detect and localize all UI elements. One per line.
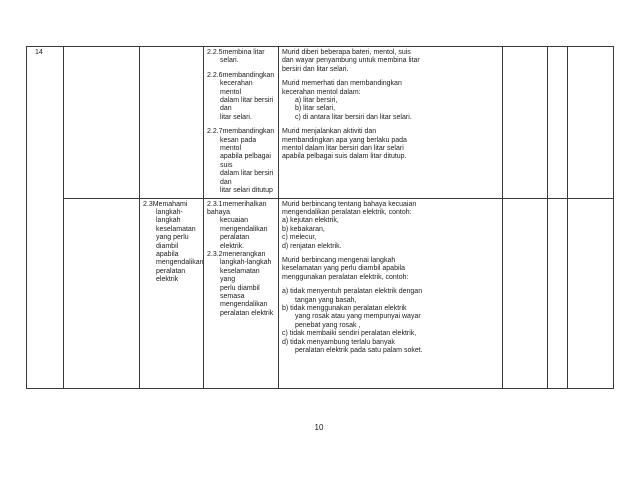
learning-area-line: langkah-langkah [156, 208, 183, 225]
activity-item: c) tidak membaiki sendiri peralatan elektrik, [282, 330, 417, 338]
activity-item: yang rosak atau yang mempunyai wayar [295, 313, 421, 321]
learning-area-line: peralatan [156, 267, 186, 275]
activity-line: mengendalikan peralatan elektrik, contoh: [282, 208, 412, 216]
activity-item: d) renjatan elektrik. [282, 242, 342, 250]
learning-area-line: 2.3Memahami [143, 200, 188, 208]
activity-item: tangan yang basah, [295, 296, 357, 304]
empty-cell [64, 47, 140, 199]
objective-line: 2.2.7membandingkan [207, 128, 275, 136]
activity-item: c) melecur, [282, 234, 317, 242]
activity-line: keselamatan yang perlu diambil apabila [282, 265, 405, 273]
empty-cell [568, 198, 614, 388]
objective-line: 2.2.6membandingkan [207, 71, 275, 79]
empty-cell [568, 47, 614, 199]
activities-cell [279, 47, 503, 199]
activity-line: menggunakan peralatan elektrik, contoh: [282, 273, 409, 281]
learning-area-line: keselamatan [156, 225, 196, 233]
objective-line: dalam litar bersiri dan [220, 97, 274, 113]
activities-cell [279, 198, 503, 388]
activity-line: dan wayar penyambung untuk membina litar [282, 57, 420, 65]
activity-line: bersiri dan litar selari. [282, 65, 349, 73]
activity-line: Murid menjalankan aktiviti dan [282, 128, 377, 136]
activity-item: a) litar bersiri, [295, 97, 338, 105]
activity-item: b) kebakaran, [282, 225, 325, 233]
objective-line: selari. [220, 57, 239, 65]
objective-line: perlu diambil semasa [220, 284, 260, 300]
objective-line: apabila pelbagai suis [220, 153, 271, 169]
activity-item: c) di antara litar bersiri dan litar selari. [295, 113, 412, 121]
activity-line: Murid berbincang mengenai langkah [282, 256, 396, 264]
table-row [27, 47, 614, 199]
empty-cell [548, 47, 568, 199]
activity-line: Murid diberi beberapa bateri, mentol, suis [282, 49, 411, 56]
objective-line: 2.3.2menerangkan [207, 250, 266, 258]
activity-item: b) tidak menggunakan peralatan elektrik [282, 304, 407, 312]
objective-line: mengendalikan [220, 225, 268, 233]
activity-line: membandingkan apa yang berlaku pada [282, 136, 407, 144]
table-row [27, 198, 614, 388]
learning-area-line: yang perlu [156, 234, 189, 242]
objective-line: kecerahan mentol [220, 80, 253, 96]
objective-line: litar selari ditutup [220, 187, 273, 195]
empty-cell [548, 198, 568, 388]
objective-line: 2.2.5membina litar [207, 49, 265, 56]
objective-line: dalam litar bersiri dan [220, 170, 274, 186]
objective-line: peralatan elektrik. [220, 234, 250, 250]
activity-item: a) tidak menyentuh peralatan elektrik dengan [282, 288, 423, 296]
activity-line: Murid memerhati dan membandingkan [282, 80, 402, 88]
activity-item: penebat yang rosak , [295, 321, 361, 329]
page-number: 10 [314, 423, 324, 432]
activity-line: Murid berbincang tentang bahaya kecuaian [282, 200, 417, 208]
learning-area-cell [140, 47, 204, 199]
learning-objectives-cell [204, 47, 279, 199]
activity-item: d) tidak menyambung terlalu banyak [282, 338, 395, 346]
activity-item: b) litar selari, [295, 105, 336, 113]
objective-line: keselamatan yang [220, 267, 260, 284]
objective-line: 2.3.1memerihalkan bahaya [207, 200, 267, 216]
learning-objectives-cell [204, 198, 279, 388]
objective-line: kecuaian [220, 217, 249, 225]
activity-line: kecerahan mentol dalam: [282, 88, 361, 96]
empty-cell [503, 47, 548, 199]
activity-line: mentol dalam litar bersiri dan litar selari [282, 145, 404, 153]
objective-line: kesan pada mentol [220, 136, 257, 153]
learning-area-cell [140, 198, 204, 388]
activity-item: peralatan elektrik pada satu palam soket. [295, 347, 423, 354]
objective-line: mengendalikan [220, 301, 268, 309]
lesson-plan-table [26, 46, 614, 389]
empty-cell [503, 198, 548, 388]
learning-area-line: elektrik [156, 276, 179, 284]
activity-item: a) kejutan elektrik, [282, 217, 339, 225]
objective-line: langkah-langkah [220, 259, 272, 267]
week-cell: 14 [27, 47, 64, 389]
learning-area-line: diambil apabila [156, 242, 179, 258]
empty-cell [64, 198, 140, 388]
activity-line: apabila pelbagai suis dalam litar ditutup. [282, 153, 407, 161]
objective-line: peralatan elektrik [220, 309, 274, 317]
learning-area-line: mengendalikan [156, 259, 204, 267]
objective-line: litar selari. [220, 113, 252, 121]
